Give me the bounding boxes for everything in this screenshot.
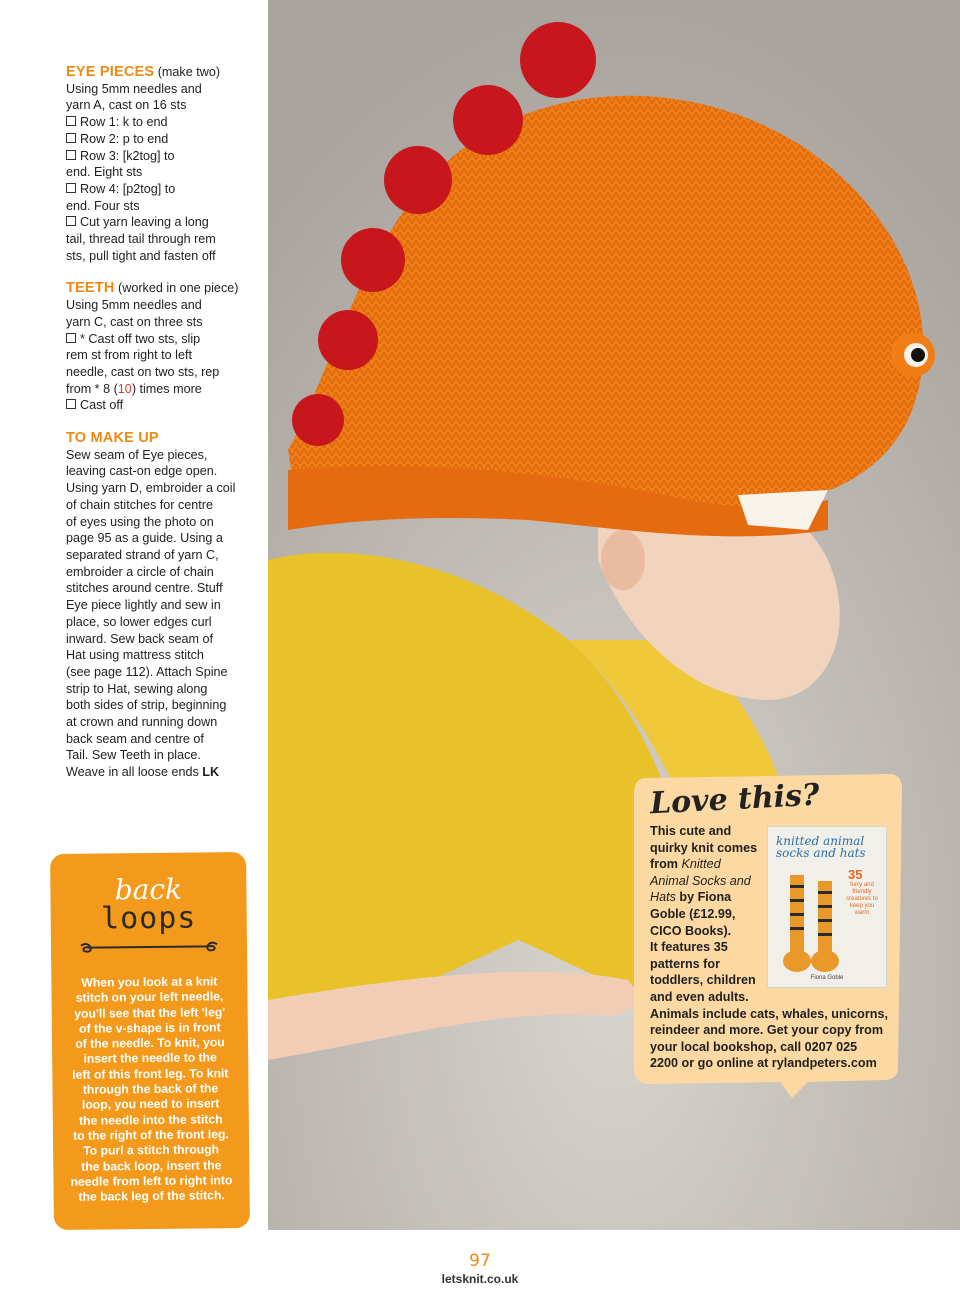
love-line: It features 35: [650, 940, 728, 955]
love-line: CICO Books).: [650, 923, 732, 938]
eye-intro-line: yarn A, cast on 16 sts: [66, 98, 187, 113]
teeth-step-text: * Cast off two sts, slip: [80, 331, 201, 346]
end-mark: LK: [202, 765, 220, 780]
make-up-line: Sew seam of Eye pieces,: [66, 447, 208, 462]
eye-row-text: Row 2: p to end: [80, 131, 169, 146]
book-name-text: Hats: [650, 890, 676, 905]
love-line: reindeer and more. Get your copy from: [650, 1023, 884, 1038]
page-number: 97: [469, 1251, 491, 1271]
tip-line: When you look at a knit: [81, 974, 218, 990]
tip-line: the back loop, insert the: [81, 1157, 222, 1174]
book-name-text: Knitted: [681, 857, 721, 872]
love-this-title: Love this?: [649, 777, 821, 822]
teeth-step-text: rem st from right to left: [66, 348, 192, 363]
tip-line: of the v-shape is in front: [79, 1020, 221, 1036]
teeth-note: (worked in one piece): [118, 281, 239, 296]
back-loops-tip-box: [50, 852, 250, 1230]
love-line: and even adults.: [650, 989, 749, 1004]
eye-pieces-section: [66, 64, 256, 264]
tip-line: the needle into the stitch: [78, 1111, 223, 1128]
love-line: patterns for: [650, 956, 720, 971]
make-up-line: Weave in all loose ends: [66, 765, 199, 780]
make-up-line: separated strand of yarn C,: [66, 547, 219, 562]
tip-line: needle from left to right into: [70, 1173, 233, 1189]
make-up-heading: TO MAKE UP: [66, 430, 159, 447]
make-up-lines: [66, 447, 256, 781]
make-up-line: Using yarn D, embroider a coil: [66, 481, 236, 496]
make-up-line: place, so lower edges curl: [66, 614, 212, 629]
eye-row-text: sts, pull tight and fasten off: [66, 248, 216, 263]
teeth-step-text: from * 8 (: [66, 381, 118, 396]
eye-row-text: end. Four sts: [66, 198, 140, 213]
love-line: Goble (£12.99,: [650, 906, 736, 921]
love-line: quirky knit comes: [650, 840, 758, 855]
tip-line: through the back of the: [82, 1081, 219, 1097]
hat-eye-pupil: [911, 348, 925, 362]
love-line: toddlers, children: [650, 973, 756, 988]
phone-number: 2200: [650, 1056, 679, 1071]
make-up-line: both sides of strip, beginning: [66, 698, 227, 713]
tip-line: you'll see that the left 'leg': [74, 1004, 226, 1021]
teeth-section: [66, 280, 256, 414]
book-title-line: socks and hats: [776, 846, 866, 860]
make-up-line: leaving cast-on edge open.: [66, 464, 218, 479]
tip-line: to the right of the front leg.: [73, 1127, 229, 1143]
love-line: or go online at: [678, 1056, 772, 1071]
teeth-step-text: needle, cast on two sts, rep: [66, 364, 220, 379]
teeth-heading: TEETH: [66, 280, 115, 297]
love-line: your local bookshop, call: [650, 1039, 805, 1054]
eye-intro-line: Using 5mm needles and: [66, 81, 202, 96]
checkbox-icon: [66, 399, 76, 409]
make-up-line: of eyes using the photo on: [66, 514, 214, 529]
make-up-line: Tail. Sew Teeth in place.: [66, 748, 201, 763]
tip-line: insert the needle to the: [83, 1050, 217, 1067]
tip-title-back: back: [114, 872, 183, 907]
make-up-line: (see page 112). Attach Spine: [66, 664, 228, 679]
book-number: 35: [848, 867, 863, 882]
checkbox-icon: [66, 333, 76, 343]
love-line: Animals include cats, whales, unicorns,: [650, 1006, 888, 1021]
make-up-section: [66, 430, 256, 781]
eye-row-text: Row 1: k to end: [80, 115, 168, 130]
website-link[interactable]: rylandpeters.com: [771, 1056, 877, 1071]
swirl-divider-icon: [77, 936, 221, 958]
book-title-line: knitted animal: [776, 834, 865, 848]
love-line: from: [650, 857, 682, 872]
make-up-line: Eye piece lightly and sew in: [66, 598, 221, 613]
tip-line: loop, you need to insert: [81, 1096, 220, 1113]
make-up-line: at crown and running down: [66, 715, 218, 730]
book-name-text: Animal Socks and: [650, 873, 751, 888]
tip-line: stitch on your left needle,: [75, 989, 224, 1006]
baby-ear: [601, 530, 645, 590]
eye-pieces-note: (make two): [157, 65, 221, 79]
make-up-line: inward. Sew back seam of: [66, 631, 213, 646]
eye-row-text: end. Eight sts: [66, 165, 143, 180]
eye-pieces-heading: EYE PIECES: [66, 64, 155, 80]
make-up-line: stitches around centre. Stuff: [66, 581, 223, 596]
book-blurb: furry and friendly creatures to keep you warm: [846, 882, 878, 916]
teeth-size-value: 10: [117, 381, 132, 396]
tip-line: left of this front leg. To knit: [72, 1065, 229, 1082]
make-up-line: of chain stitches for centre: [66, 497, 213, 512]
tip-line: To purl a stitch through: [83, 1142, 220, 1158]
teeth-step-text: Cast off: [80, 398, 124, 413]
make-up-line: page 95 as a guide. Using a: [66, 531, 223, 546]
book-author: Fiona Goble: [810, 975, 844, 981]
love-line: by Fiona: [675, 890, 732, 905]
tip-title-loops: loops: [100, 900, 197, 937]
make-up-line: back seam and centre of: [66, 731, 204, 746]
eye-row-text: Cut yarn leaving a long: [80, 215, 209, 230]
teeth-intro-line: Using 5mm needles and: [66, 298, 202, 313]
teeth-intro-line: yarn C, cast on three sts: [66, 314, 203, 329]
make-up-line: strip to Hat, sewing along: [66, 681, 208, 696]
phone-number: 0207 025: [804, 1039, 858, 1054]
eye-row-text: tail, thread tail through rem: [66, 232, 216, 247]
make-up-line: embroider a circle of chain: [66, 564, 214, 579]
checkbox-icon: [66, 150, 76, 160]
love-this-text: [650, 823, 890, 1072]
checkbox-icon: [66, 133, 76, 143]
checkbox-icon: [66, 216, 76, 226]
teeth-step-text: ) times more: [131, 381, 202, 396]
tip-line: the back leg of the stitch.: [78, 1188, 225, 1204]
tip-text: [65, 974, 235, 1205]
instructions-column: [66, 64, 256, 797]
site-url[interactable]: letsknit.co.uk: [441, 1272, 519, 1286]
checkbox-icon: [66, 116, 76, 126]
make-up-line: Hat using mattress stitch: [66, 648, 204, 663]
tip-line: of the needle. To knit, you: [75, 1035, 225, 1051]
eye-row-text: Row 3: [k2tog] to: [80, 148, 175, 163]
checkbox-icon: [66, 183, 76, 193]
love-line: This cute and: [650, 824, 732, 838]
eye-row-text: Row 4: [p2tog] to: [80, 181, 176, 196]
